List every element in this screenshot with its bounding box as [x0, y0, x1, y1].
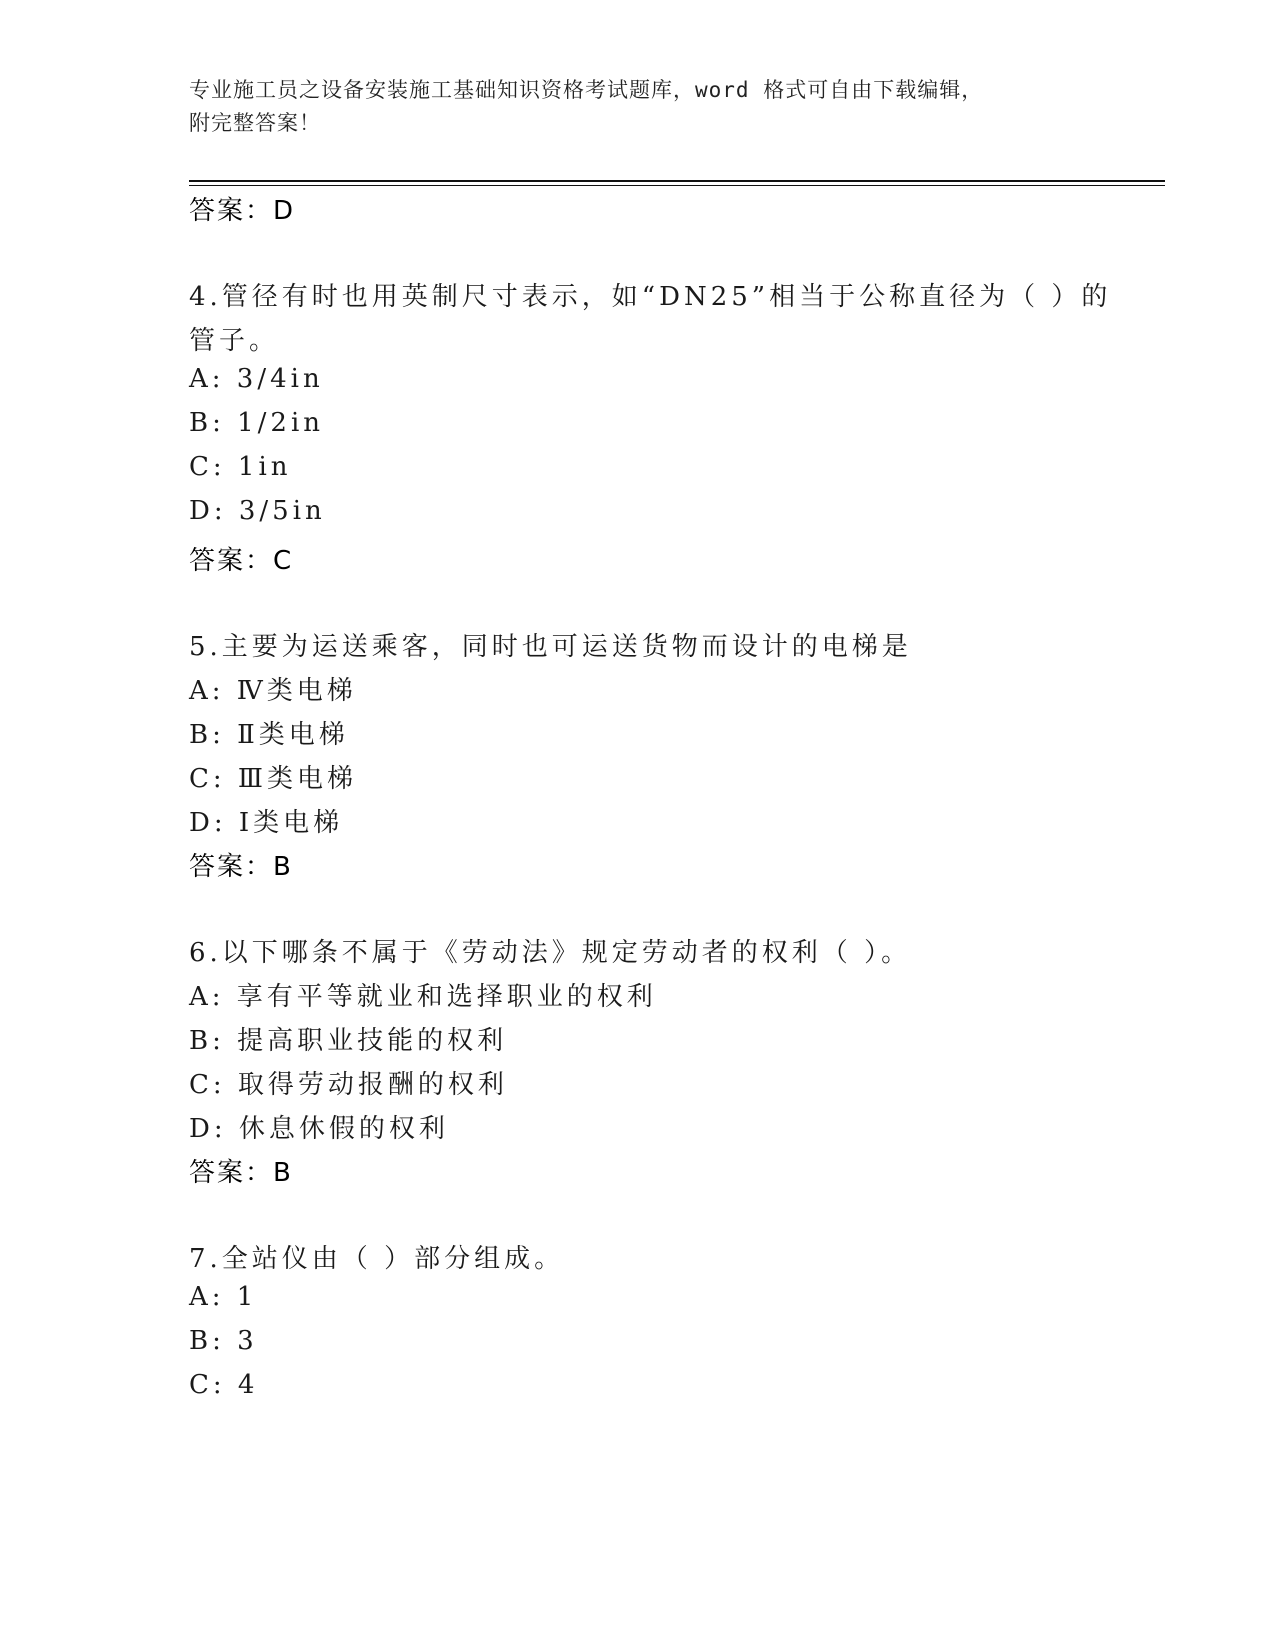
q7-option-c: C: 4 — [189, 1370, 259, 1400]
q4-option-c: C: 1in — [189, 452, 292, 482]
q4-answer: 答案：C — [189, 546, 294, 576]
q4-option-a: A: 3/4in — [189, 364, 324, 394]
q7-stem: 7.全站仪由（ ）部分组成。 — [189, 1244, 565, 1274]
q4-option-d: D: 3/5in — [189, 496, 326, 526]
q5-option-d: D: Ⅰ类电梯 — [189, 808, 344, 838]
q4-stem-line-2: 管子。 — [189, 326, 280, 356]
answer-prev: 答案：D — [189, 196, 296, 226]
q7-option-a: A: 1 — [189, 1282, 258, 1312]
document-header — [189, 74, 1089, 140]
q5-option-b: B: Ⅱ类电梯 — [189, 720, 349, 750]
q4-stem-line-1: 4.管径有时也用英制尺寸表示，如“DN25”相当于公称直径为（ ）的 — [189, 282, 1112, 312]
q5-answer: 答案：B — [189, 852, 293, 882]
q6-option-c: C: 取得劳动报酬的权利 — [189, 1070, 508, 1100]
header-line-2: 附完整答案！ — [189, 111, 321, 135]
q6-stem: 6.以下哪条不属于《劳动法》规定劳动者的权利（ ）。 — [189, 938, 912, 968]
header-line-1: 专业施工员之设备安装施工基础知识资格考试题库，word 格式可自由下载编辑， — [189, 78, 984, 102]
q5-option-c: C: Ⅲ类电梯 — [189, 764, 357, 794]
header-divider-thick — [189, 180, 1165, 182]
q6-option-b: B: 提高职业技能的权利 — [189, 1026, 508, 1056]
q7-option-b: B: 3 — [189, 1326, 258, 1356]
q4-option-b: B: 1/2in — [189, 408, 325, 438]
header-divider-thin — [189, 185, 1165, 186]
q6-answer: 答案：B — [189, 1158, 293, 1188]
q5-option-a: A: Ⅳ类电梯 — [189, 676, 357, 706]
q6-option-a: A: 享有平等就业和选择职业的权利 — [189, 982, 657, 1012]
q5-stem: 5.主要为运送乘客，同时也可运送货物而设计的电梯是 — [189, 632, 912, 662]
q6-option-d: D: 休息休假的权利 — [189, 1114, 449, 1144]
